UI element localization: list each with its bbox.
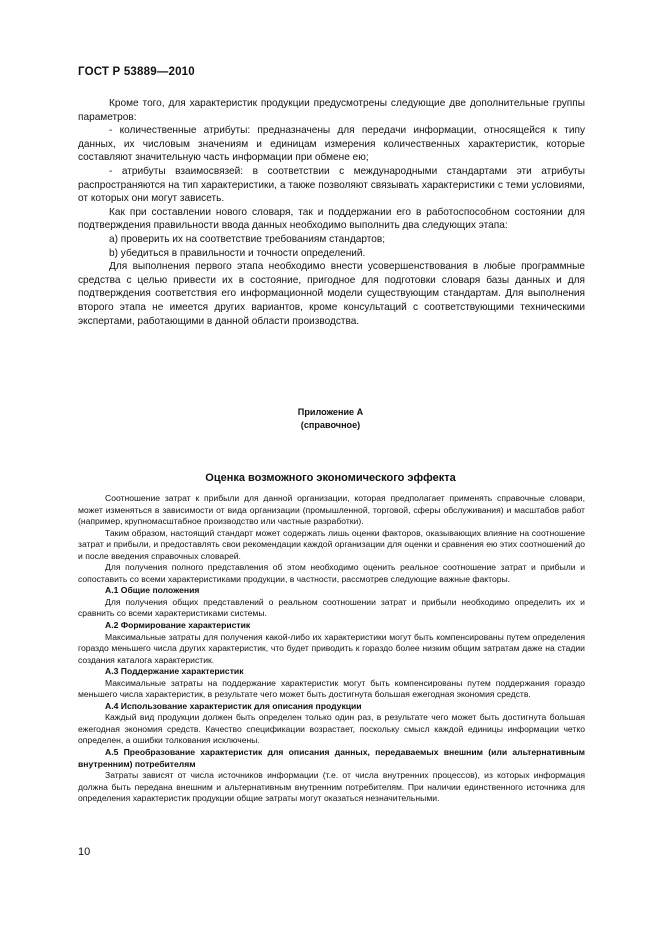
section-heading: А.5 Преобразование характеристик для описания данных, передаваемых внешним (или альтернативным внутренним) потребителям [78, 747, 585, 769]
paragraph: Для получения общих представлений о реальном соотношении затрат и прибыли необходимо определить их и сравнить со всеми характеристиками системы. [78, 596, 585, 619]
list-item: b) убедиться в правильности и точности определений. [109, 247, 366, 259]
appendix-kind: (справочное) [300, 420, 361, 430]
paragraph: Таким образом, настоящий стандарт может содержать лишь оценки факторов, оказывающих влияние на соотношение затрат и прибыли, и предоставлять свои рекомендации каждой организации для оценки и сравнения ею этих соотношений до и после введения справочных словарей. [78, 527, 585, 561]
list-item: - количественные атрибуты: предназначены для передачи информации, относящейся к типу данных, их числовым значениям и единицам измерения количественных характеристик, которые составляют значительную часть информации при обмене ею; [78, 125, 585, 164]
section-heading: А.4 Использование характеристик для описания продукции [105, 700, 362, 711]
paragraph: Максимальные затраты для получения какой-либо их характеристики могут быть компенсированы путем определения гораздо меньшего числа других характеристик, что будет приводить к гораздо более низким общим затратам даже на стадии создания каталога характеристик. [78, 631, 585, 665]
paragraph: Для получения полного представления об этом необходимо оценить реальное соотношение затрат и прибыли и сопоставить со всеми характеристиками продукции, в частности, рассмотрев следующие важные факторы. [78, 562, 585, 584]
appendix-label: Приложение А [297, 407, 364, 417]
section-heading: А.2 Формирование характеристик [105, 620, 251, 631]
appendix-title: Оценка возможного экономического эффекта [205, 472, 456, 484]
list-item: a) проверить их на соответствие требованиям стандартов; [109, 233, 386, 245]
paragraph: Для выполнения первого этапа необходимо внести усовершенствования в любые программные средства с целью привести их в состояние, пригодное для подготовки словаря базы данных и для подтверждения соответствия его информационной модели существующим стандартам. Для выполнения второго этапа не имеется других вариантов, кроме консультаций с соответствующими техническими экспертами, работающими в данной области производства. [78, 261, 585, 327]
list-item: - атрибуты взаимосвязей: в соответствии с международными стандартами эти атрибуты распространяются на тип характеристики, а также позволяют связывать характеристики с теми условиями, от которых они могут зависеть. [78, 165, 585, 205]
standard-header: ГОСТ Р 53889—2010 [78, 66, 195, 78]
paragraph: Каждый вид продукции должен быть определен только один раз, в результате чего может быть достигнута большая ежегодная экономия средств. Качество спецификации возрастает, поскольку смысл каждой единицы информации четко определен, а ошибки толкования исключены. [78, 712, 585, 746]
appendix-text-block [78, 493, 585, 805]
page-number: 10 [78, 846, 91, 858]
section-heading: А.3 Поддержание характеристик [105, 666, 244, 677]
paragraph: Затраты зависят от числа источников информации (т.е. от числа внутренних процессов), из которых информация должна быть передана внешним и альтернативным внутренним потребителям. При наличии единственного источника для определения характеристик продукции общие затраты могут оказаться незначительными. [78, 770, 585, 804]
upper-text-block [78, 97, 585, 328]
paragraph: Соотношение затрат к прибыли для данной организации, которая предполагает применять справочные словари, может изменяться в зависимости от вида организации (промышленной, торговой, сферы обслуживания) и масштабов работ (например, крупномасштабное производство или частные разработки). [78, 493, 585, 527]
paragraph: Кроме того, для характеристик продукции предусмотрены следующие две дополнительные группы параметров: [78, 98, 585, 123]
paragraph: Максимальные затраты на поддержание характеристик могут быть компенсированы путем поддержания гораздо меньшего числа характеристик, в результате чего может быть достигнута большая ежегодная экономия средств. [78, 677, 585, 700]
section-heading: А.1 Общие положения [105, 585, 200, 596]
paragraph: Как при составлении нового словаря, так и поддержании его в работоспособном состоянии для подтверждения правильности ввода данных необходимо выполнить два следующих этапа: [78, 206, 585, 232]
